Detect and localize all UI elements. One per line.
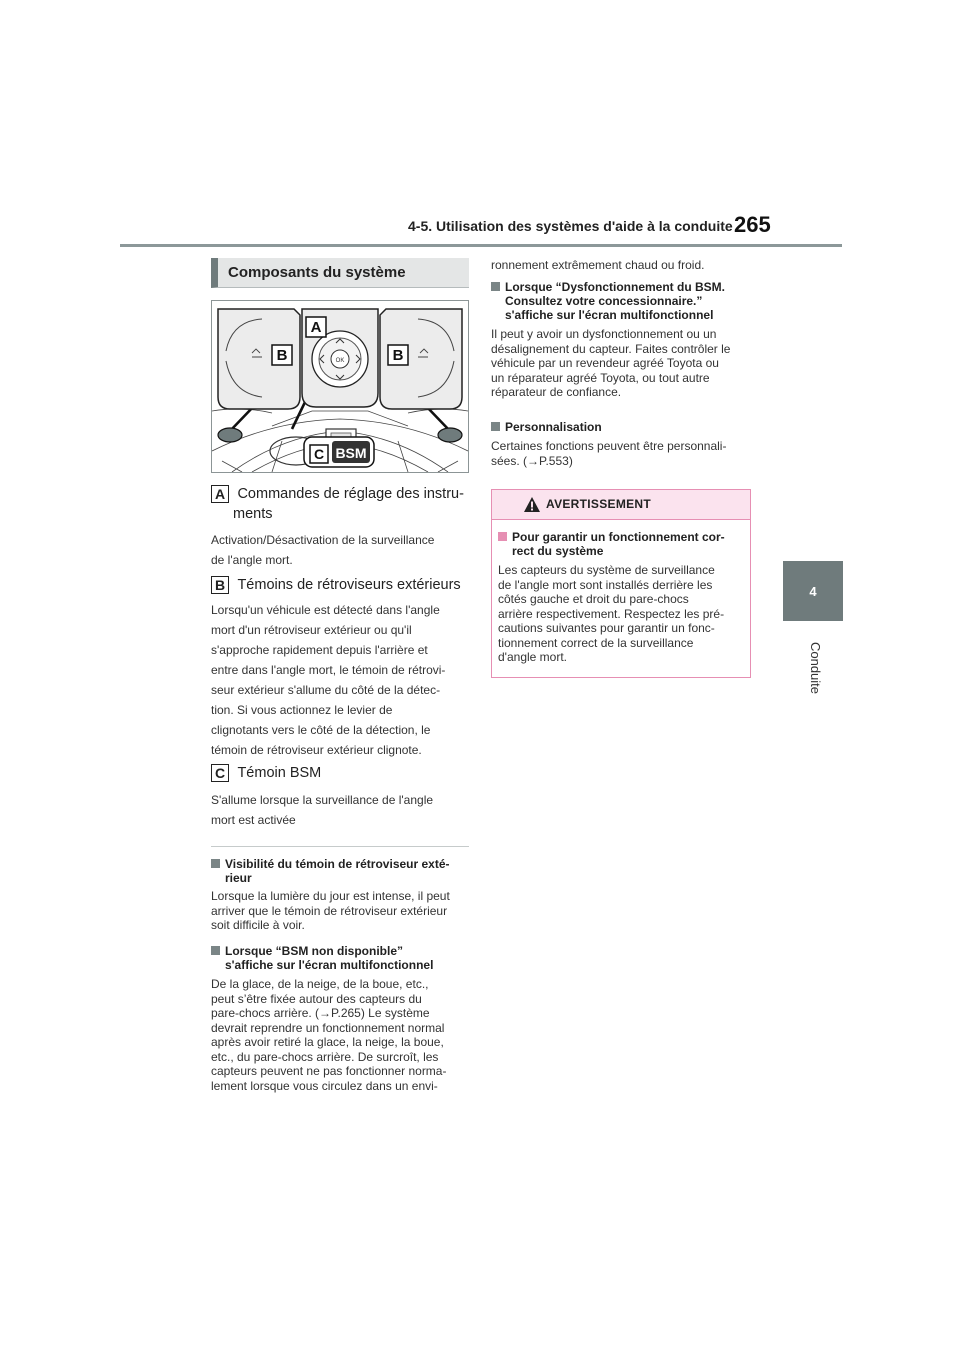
note-body-line: réparateur de confiance. <box>491 385 622 399</box>
warning-header <box>492 490 750 520</box>
note-bsm-unavailable-body <box>211 977 473 1093</box>
item-a-title: Commandes de réglage des instru- <box>237 486 464 503</box>
steering-wheel-figure <box>211 300 469 473</box>
figure-bsm-indicator: BSM <box>335 445 367 461</box>
item-b-title: Témoins de rétroviseurs extérieurs <box>237 577 461 594</box>
item-b-title-row <box>211 576 461 594</box>
figure-label-a: A <box>310 319 322 336</box>
chapter-number: 4 <box>809 583 817 599</box>
note-customization-head <box>491 420 753 434</box>
item-c-title-row <box>211 764 321 782</box>
warning-body-line: Les capteurs du système de surveillance <box>498 563 715 577</box>
item-b-desc <box>211 600 469 760</box>
chapter-tab <box>783 561 843 621</box>
note-body-line: Il peut y avoir un dysfonctionnement ou un <box>491 327 717 341</box>
warning-head <box>498 530 748 558</box>
item-c-desc-line: mort est activée <box>211 813 296 827</box>
warning-head-line: Pour garantir un fonctionnement cor- <box>512 530 725 544</box>
warning-body-line: côtés gauche et droit du pare-chocs <box>498 592 689 606</box>
item-b-desc-line: s'approche rapidement depuis l'arrière et <box>211 643 428 657</box>
note-body-line: peut s’être fixée autour des capteurs du <box>211 991 422 1006</box>
item-b-letter: B <box>211 576 229 594</box>
warning-box <box>491 489 751 678</box>
note-body-line: pare-chocs arrière. (→P.265) Le système <box>211 1006 430 1020</box>
section-title: 4-5. Utilisation des systèmes d'aide à la conduite <box>408 218 733 234</box>
item-b-desc-line: Lorsqu'un véhicule est détecté dans l'angle <box>211 603 440 617</box>
note-customization <box>491 420 753 468</box>
warning-triangle-icon <box>523 496 541 513</box>
note-body-line: Certaines fonctions peuvent être personnali- <box>491 439 727 453</box>
note-body-line: désalignement du capteur. Faites contrôler le <box>491 341 731 356</box>
item-a-desc-line: de l'angle mort. <box>211 553 293 567</box>
item-b-desc-line: mort d'un rétroviseur extérieur ou qu'il <box>211 623 412 637</box>
item-a-desc-line: Activation/Désactivation de la surveillance <box>211 533 435 547</box>
note-body-line: après avoir retiré la glace, la neige, la boue, <box>211 1035 444 1049</box>
item-a-desc <box>211 530 469 570</box>
note-head-line: Lorsque “Dysfonctionnement du BSM. <box>505 280 726 294</box>
item-a-title-cont: ments <box>233 506 273 522</box>
note-body-line: De la glace, de la neige, de la boue, etc., <box>211 977 429 991</box>
header-rule <box>120 244 842 247</box>
note-bsm-unavailable-head <box>211 944 473 972</box>
note-visibility-body <box>211 889 473 933</box>
note-body-line: sées. (→P.553) <box>491 453 573 468</box>
figure-label-b-right: B <box>392 347 404 364</box>
item-c-desc <box>211 790 469 830</box>
note-body-line: un réparateur agréé Toyota, ou tout autre <box>491 370 710 385</box>
warning-body-line: arrière respectivement. Respectez les pré- <box>498 606 725 621</box>
warning-body-line: tionnement correct de la surveillance <box>498 635 694 650</box>
bullet-square-icon <box>491 422 500 431</box>
note-body-line: véhicule par un revendeur agréé Toyota ou <box>491 356 719 370</box>
bullet-square-icon <box>211 859 220 868</box>
note-head-line: Personnalisation <box>505 420 602 434</box>
warning-head-line: rect du système <box>512 544 604 558</box>
item-c-letter: C <box>211 764 229 782</box>
bullet-square-icon <box>498 532 507 541</box>
note-head-line: rieur <box>225 871 252 885</box>
note-body-line: soit difficile à voir. <box>211 918 305 932</box>
note-body-line: arriver que le témoin de rétroviseur extérieur <box>211 903 448 918</box>
item-c-desc-line: S'allume lorsque la surveillance de l'angle <box>211 793 434 807</box>
figure-ok-label: OK <box>335 358 345 364</box>
note-bsm-malfunction-head <box>491 280 753 322</box>
bullet-square-icon <box>211 946 220 955</box>
warning-content <box>498 530 748 665</box>
note-body-line: devrait reprendre un fonctionnement normal <box>211 1020 445 1035</box>
item-b-desc-line: seur extérieur s'allume du côté de la détec- <box>211 683 441 697</box>
steering-wheel-illustration <box>212 301 468 472</box>
chapter-label: Conduite <box>808 641 823 695</box>
note-bsm-unavailable <box>211 944 473 1093</box>
note-body-line: capteurs peuvent ne pas fonctionner norma- <box>211 1064 447 1078</box>
notes-divider <box>211 846 469 847</box>
item-b-desc-line: témoin de rétroviseur extérieur clignote. <box>211 743 422 757</box>
note-head-line: Visibilité du témoin de rétroviseur exté- <box>225 857 450 871</box>
warning-body <box>498 563 748 665</box>
note-body-line: etc., du pare-chocs arrière. De surcroît, les <box>211 1049 439 1064</box>
item-b-desc-line: tion. Si vous actionnez le levier de <box>211 703 393 717</box>
note-bsm-malfunction-body <box>491 327 753 400</box>
item-b-desc-line: clignotants vers le côté de la détection, le <box>211 723 431 737</box>
note-customization-body <box>491 439 753 468</box>
bullet-square-icon <box>491 282 500 291</box>
item-b-desc-line: entre dans l'angle mort, le témoin de rétrovi- <box>211 663 446 677</box>
note-head-line: Consultez votre concessionnaire.” <box>505 294 703 308</box>
item-a-letter: A <box>211 485 229 503</box>
note-visibility <box>211 857 473 933</box>
warning-body-line: d'angle mort. <box>498 650 567 664</box>
warning-body-line: de l'angle mort sont installés derrière les <box>498 577 713 592</box>
note-head-line: s'affiche sur l'écran multifonctionnel <box>225 958 434 972</box>
figure-label-c: C <box>313 446 325 462</box>
note-visibility-head <box>211 857 473 885</box>
note-head-line: Lorsque “BSM non disponible” <box>225 944 403 958</box>
warning-body-line: cautions suivantes pour garantir un fonc- <box>498 621 715 635</box>
note-bsm-malfunction <box>491 280 753 400</box>
warning-title: AVERTISSEMENT <box>546 497 652 511</box>
item-c-title: Témoin BSM <box>237 765 322 782</box>
figure-label-b-left: B <box>276 347 288 364</box>
section-heading: Composants du système <box>211 258 469 288</box>
page-number: 265 <box>734 212 771 237</box>
item-a-title-row <box>211 485 464 503</box>
continuation-text: ronnement extrêmement chaud ou froid. <box>491 258 705 272</box>
note-head-line: s'affiche sur l'écran multifonctionnel <box>505 308 714 322</box>
note-body-line: lement lorsque vous circulez dans un envi- <box>211 1078 438 1093</box>
note-body-line: Lorsque la lumière du jour est intense, il peut <box>211 889 450 903</box>
